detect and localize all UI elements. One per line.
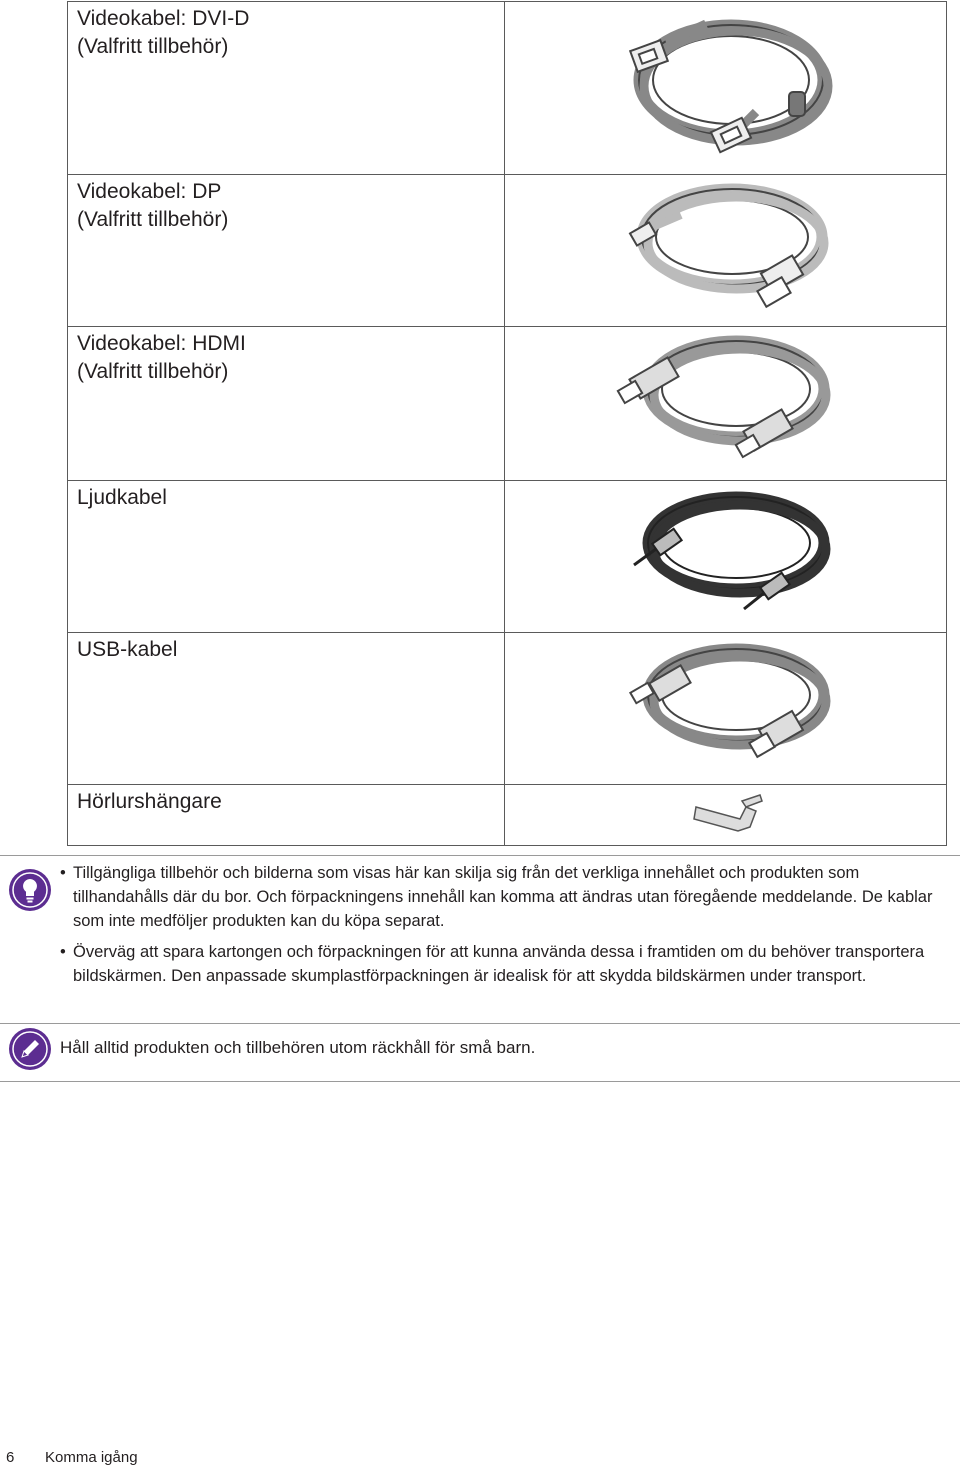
divider (0, 855, 960, 856)
lightbulb-icon (8, 868, 52, 912)
accessory-name: Videokabel: DP (77, 180, 222, 203)
accessory-image-cell (505, 175, 947, 327)
accessory-row-dp (68, 175, 947, 327)
pencil-icon (8, 1027, 52, 1071)
accessory-note: (Valfritt tillbehör) (77, 360, 229, 383)
accessory-name: Videokabel: HDMI (77, 332, 246, 355)
tip-list (60, 862, 952, 997)
accessory-name: Videokabel: DVI-D (77, 7, 250, 30)
divider (0, 1081, 960, 1082)
tip-bullet: • Överväg att spara kartongen och förpackningen för att kunna använda dessa i framtiden om du behöver transportera bildskärmen. Den anpassade skumplastförpackningen är idealisk för att skydda bildskärmen under transport. (60, 941, 952, 989)
dvi-cable-icon (506, 2, 946, 173)
warning-text: Håll alltid produkten och tillbehören utom räckhåll för små barn. (60, 1038, 536, 1057)
accessory-row-headphone-hook (68, 785, 947, 846)
accessory-row-hdmi (68, 327, 947, 481)
accessory-note: (Valfritt tillbehör) (77, 35, 229, 58)
accessory-row-dvi (68, 2, 947, 175)
accessory-name: USB-kabel (77, 638, 178, 661)
usb-cable-icon (506, 633, 946, 783)
displayport-cable-icon (506, 175, 946, 325)
tip-icon-badge (8, 868, 52, 917)
tip-bullet: • Tillgängliga tillbehör och bilderna som visas här kan skilja sig från det verkliga innehållet och produkten som tillhandahålls där du bor. Och förpackningens innehåll kan komma att ändras utan föregående meddelande. De kablar som inte medföljer produkten kan du köpa separat. (60, 862, 952, 933)
accessory-image-cell (505, 633, 947, 785)
accessory-name: Ljudkabel (77, 486, 167, 509)
accessory-image-cell (505, 327, 947, 481)
audio-cable-icon (506, 481, 946, 631)
accessory-image-cell (505, 481, 947, 633)
accessory-image-cell (505, 2, 947, 175)
divider (0, 1023, 960, 1024)
accessory-label-cell (68, 481, 505, 633)
accessory-name: Hörlurshängare (77, 790, 222, 813)
hdmi-cable-icon (506, 327, 946, 479)
accessory-label-cell (68, 327, 505, 481)
accessory-row-audio (68, 481, 947, 633)
accessory-label-cell (68, 2, 505, 175)
page-number: 6 (6, 1449, 15, 1466)
accessory-note: (Valfritt tillbehör) (77, 208, 229, 231)
accessories-table (67, 1, 947, 846)
accessory-label-cell (68, 785, 505, 846)
accessory-label-cell (68, 633, 505, 785)
accessory-image-cell (505, 785, 947, 846)
accessory-label-cell (68, 175, 505, 327)
warning-icon-badge (8, 1027, 52, 1076)
accessory-row-usb (68, 633, 947, 785)
section-title: Komma igång (45, 1449, 138, 1466)
headphone-hook-icon (506, 785, 946, 844)
